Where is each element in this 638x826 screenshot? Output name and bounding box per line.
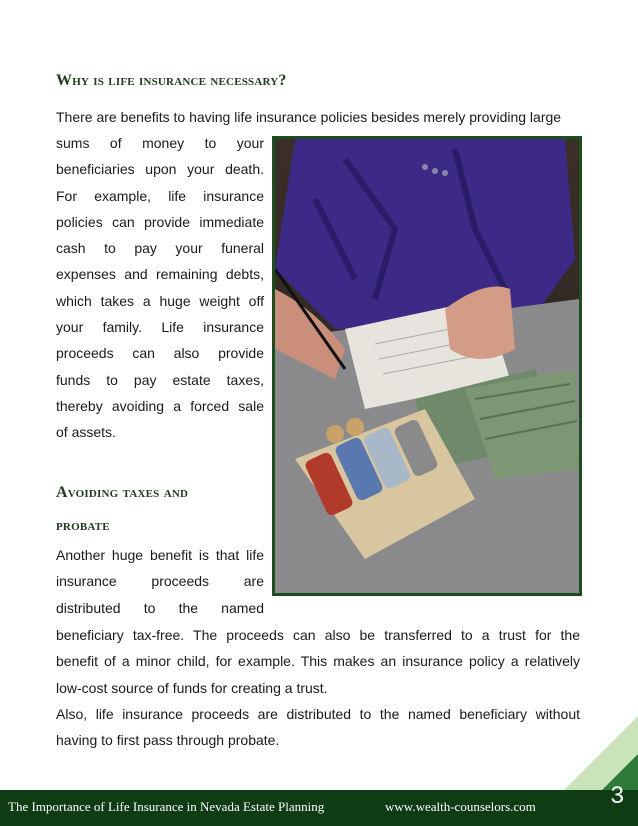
- text-line: beneficiaries upon your death.: [56, 161, 264, 178]
- page-number: 3: [610, 782, 624, 809]
- text-line: cash to pay your funeral: [56, 240, 264, 257]
- text-line: having to first pass through probate.: [56, 732, 280, 749]
- text-line: thereby avoiding a forced sale: [56, 397, 264, 414]
- text-line: Also, life insurance proceeds are distributed to the named beneficiary without: [56, 705, 580, 722]
- text-line: sums of money to your: [56, 135, 264, 151]
- paragraph-benefit-full: [56, 622, 580, 753]
- paragraph-intro-wrapped: [56, 130, 264, 446]
- text-line: There are benefits to having life insurance policies besides merely providing large: [56, 109, 562, 125]
- text-line: expenses and remaining debts,: [56, 266, 264, 283]
- text-line: Another huge benefit is that life: [56, 547, 264, 563]
- section-heading-probate: probate: [56, 517, 110, 534]
- footer-document-title: The Importance of Life Insurance in Nevada Estate Planning: [8, 799, 325, 814]
- text-line: insurance proceeds are: [56, 573, 264, 590]
- text-line: of assets.: [56, 424, 116, 441]
- text-line: benefit of a minor child, for example. This makes an insurance policy a relatively: [56, 653, 580, 670]
- text-line: beneficiary tax-free. The proceeds can also be transferred to a trust for the: [56, 627, 580, 643]
- paragraph-benefit-wrapped: [56, 542, 264, 621]
- footer-website-url[interactable]: www.wealth-counselors.com: [385, 799, 536, 814]
- text-line: distributed to the named: [56, 599, 264, 616]
- paragraph-intro-first-line: [56, 104, 580, 130]
- photo-woman-signing-with-money: [272, 136, 582, 596]
- text-line: low-cost source of funds for creating a trust.: [56, 679, 328, 696]
- text-line: which takes a huge weight off: [56, 292, 264, 309]
- text-line: your family. Life insurance: [56, 319, 264, 336]
- text-line: policies can provide immediate: [56, 213, 264, 230]
- text-line: For example, life insurance: [56, 187, 264, 204]
- section-heading-why: Why is life insurance necessary?: [56, 72, 287, 89]
- section-heading-avoiding-taxes: Avoiding taxes and: [56, 484, 189, 501]
- text-line: funds to pay estate taxes,: [56, 371, 264, 388]
- text-line: proceeds can also provide: [56, 345, 264, 362]
